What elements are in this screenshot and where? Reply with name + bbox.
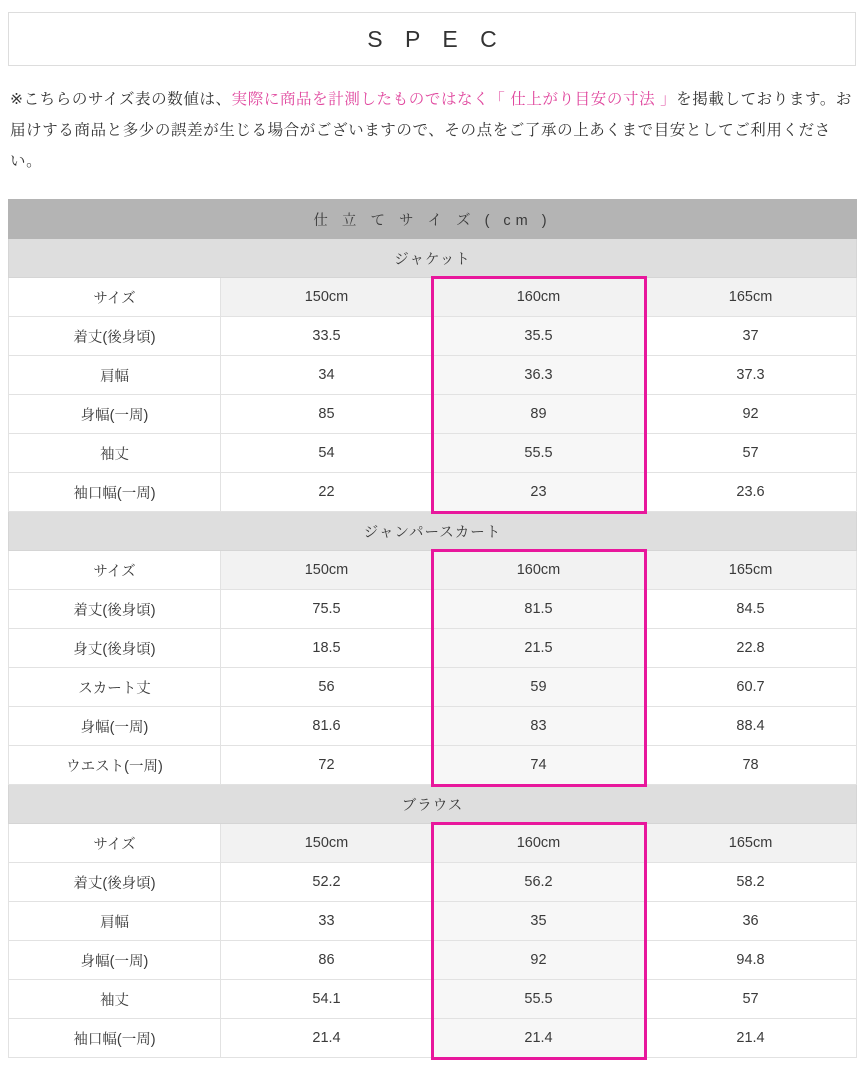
measure-value: 56.2 <box>433 863 645 902</box>
note-part1: ※こちらのサイズ表の数値は、 <box>10 91 232 108</box>
measure-value: 94.8 <box>645 941 857 980</box>
measure-value: 36 <box>645 902 857 941</box>
size-header-label: サイズ <box>9 551 221 590</box>
measure-value: 18.5 <box>221 629 433 668</box>
group-header-row <box>9 785 857 824</box>
page-title: S P E C <box>367 25 505 52</box>
measure-label: 身丈(後身頃) <box>9 629 221 668</box>
measure-value: 35.5 <box>433 317 645 356</box>
measure-value: 23 <box>433 473 645 512</box>
table-row <box>9 668 857 707</box>
measure-value: 75.5 <box>221 590 433 629</box>
measure-value: 72 <box>221 746 433 785</box>
measure-value: 36.3 <box>433 356 645 395</box>
measure-label: スカート丈 <box>9 668 221 707</box>
measure-value: 56 <box>221 668 433 707</box>
table-band-row <box>9 200 857 239</box>
measure-label: 袖口幅(一周) <box>9 1019 221 1058</box>
measure-value: 22 <box>221 473 433 512</box>
measure-value: 58.2 <box>645 863 857 902</box>
measure-value: 81.5 <box>433 590 645 629</box>
table-row <box>9 863 857 902</box>
size-header-165cm: 165cm <box>645 278 857 317</box>
measure-value: 86 <box>221 941 433 980</box>
measure-value: 81.6 <box>221 707 433 746</box>
size-header-150cm: 150cm <box>221 551 433 590</box>
measure-label: 袖丈 <box>9 980 221 1019</box>
measure-value: 37.3 <box>645 356 857 395</box>
measure-value: 54.1 <box>221 980 433 1019</box>
measure-label: 着丈(後身頃) <box>9 317 221 356</box>
measure-value: 78 <box>645 746 857 785</box>
measure-value: 55.5 <box>433 434 645 473</box>
group-header-row <box>9 512 857 551</box>
size-header-160cm: 160cm <box>433 824 645 863</box>
table-row <box>9 356 857 395</box>
size-header-row <box>9 824 857 863</box>
measure-value: 74 <box>433 746 645 785</box>
spec-header <box>8 12 856 66</box>
measure-value: 57 <box>645 434 857 473</box>
size-header-160cm: 160cm <box>433 551 645 590</box>
measure-value: 21.4 <box>433 1019 645 1058</box>
measure-label: ウエスト(一周) <box>9 746 221 785</box>
table-row <box>9 317 857 356</box>
table-row <box>9 590 857 629</box>
measure-value: 22.8 <box>645 629 857 668</box>
table-band-title: 仕 立 て サ イ ズ ( cm ) <box>9 200 857 239</box>
size-header-150cm: 150cm <box>221 278 433 317</box>
measure-value: 21.5 <box>433 629 645 668</box>
measure-label: 袖口幅(一周) <box>9 473 221 512</box>
size-header-label: サイズ <box>9 278 221 317</box>
measure-value: 21.4 <box>221 1019 433 1058</box>
group-title: ジャケット <box>9 239 857 278</box>
size-header-160cm: 160cm <box>433 278 645 317</box>
measure-label: 身幅(一周) <box>9 941 221 980</box>
measure-value: 23.6 <box>645 473 857 512</box>
table-row <box>9 629 857 668</box>
measure-value: 84.5 <box>645 590 857 629</box>
table-row <box>9 473 857 512</box>
measure-value: 60.7 <box>645 668 857 707</box>
measure-value: 35 <box>433 902 645 941</box>
measure-label: 肩幅 <box>9 902 221 941</box>
measure-value: 33.5 <box>221 317 433 356</box>
measure-value: 37 <box>645 317 857 356</box>
spec-page <box>0 12 864 1058</box>
group-title: ブラウス <box>9 785 857 824</box>
measure-value: 57 <box>645 980 857 1019</box>
measure-value: 59 <box>433 668 645 707</box>
measure-value: 83 <box>433 707 645 746</box>
measure-value: 89 <box>433 395 645 434</box>
table-row <box>9 941 857 980</box>
table-row <box>9 395 857 434</box>
measure-value: 92 <box>433 941 645 980</box>
size-header-label: サイズ <box>9 824 221 863</box>
measure-value: 54 <box>221 434 433 473</box>
measure-label: 着丈(後身頃) <box>9 863 221 902</box>
measure-value: 34 <box>221 356 433 395</box>
note-highlight: 実際に商品を計測したものではなく「 仕上がり目安の寸法 」 <box>231 91 677 108</box>
spec-table-wrap <box>8 199 856 1058</box>
measure-value: 55.5 <box>433 980 645 1019</box>
measure-value: 33 <box>221 902 433 941</box>
table-row <box>9 434 857 473</box>
size-header-165cm: 165cm <box>645 551 857 590</box>
measure-value: 21.4 <box>645 1019 857 1058</box>
size-header-150cm: 150cm <box>221 824 433 863</box>
measure-label: 肩幅 <box>9 356 221 395</box>
size-header-165cm: 165cm <box>645 824 857 863</box>
size-disclaimer-note <box>10 84 854 177</box>
measure-label: 身幅(一周) <box>9 707 221 746</box>
measure-value: 52.2 <box>221 863 433 902</box>
table-row <box>9 902 857 941</box>
measure-value: 85 <box>221 395 433 434</box>
spec-table <box>8 199 857 1058</box>
table-row <box>9 707 857 746</box>
table-row <box>9 980 857 1019</box>
measure-label: 着丈(後身頃) <box>9 590 221 629</box>
size-header-row <box>9 551 857 590</box>
size-header-row <box>9 278 857 317</box>
measure-value: 88.4 <box>645 707 857 746</box>
measure-label: 袖丈 <box>9 434 221 473</box>
measure-label: 身幅(一周) <box>9 395 221 434</box>
table-row <box>9 1019 857 1058</box>
note-part2: を掲載しております。お届けする商品と多少の誤差が生じる場合がございますので、その点をご了承の上あくまで目安としてご利用ください。 <box>10 91 853 170</box>
table-row <box>9 746 857 785</box>
measure-value: 92 <box>645 395 857 434</box>
group-header-row <box>9 239 857 278</box>
group-title: ジャンパースカート <box>9 512 857 551</box>
